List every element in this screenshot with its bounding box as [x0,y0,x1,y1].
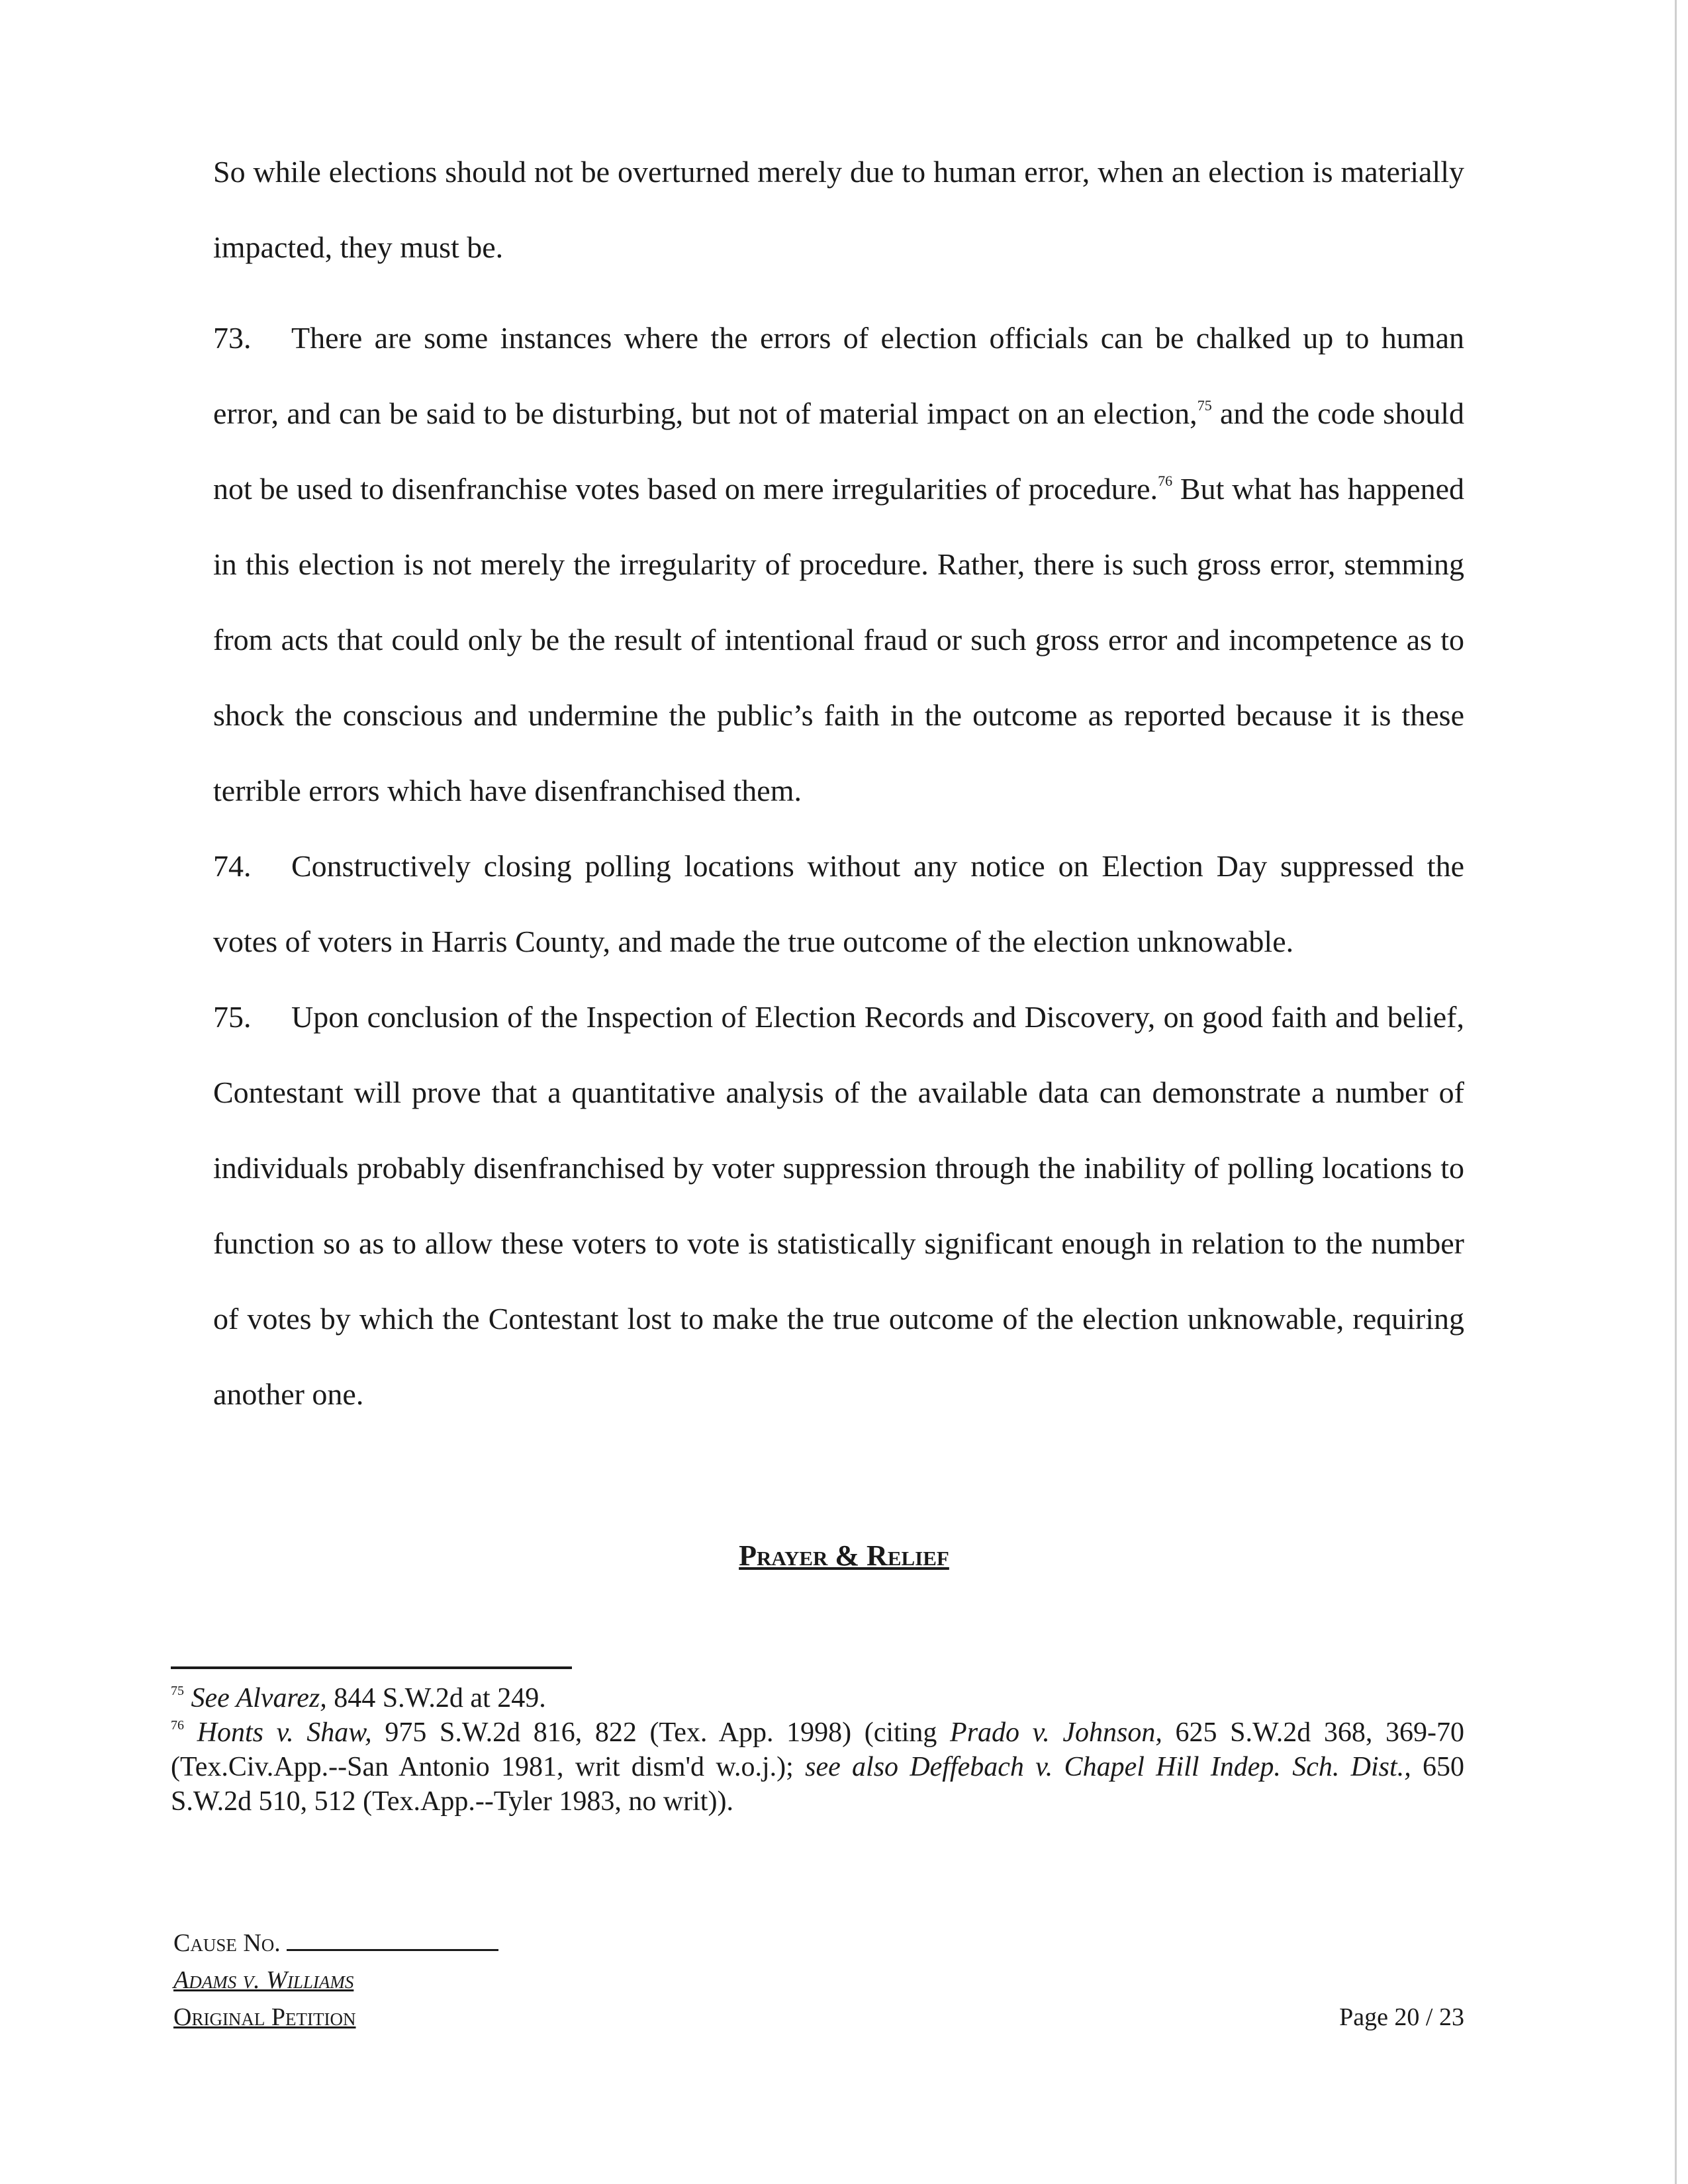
citation-text: 844 S.W.2d at 249. [326,1683,546,1713]
scan-edge [1675,0,1677,2184]
paragraph-text: Constructively closing polling locations without any notice on Election Day suppressed the votes of voters in Harris County, and made the true outcome of the election unknowable. [213,849,1464,958]
citation-italic: See Alvarez, [191,1683,327,1713]
footnotes [171,1681,1464,1819]
paragraph-text-part2: and the code should not be used to disenfranchise votes based on mere irregularities of procedure. [213,396,1464,506]
footnote-number: 76 [171,1718,184,1733]
footnote-number: 75 [171,1684,184,1698]
citation-italic: Prado v. Johnson, [950,1717,1162,1748]
citation-text: 975 S.W.2d 816, 822 (Tex. App. 1998) (citing [371,1717,951,1748]
cause-number-line [173,1925,1464,1962]
paragraph-74 [213,829,1464,979]
paragraph-number: 73. [213,321,252,355]
footnote-76 [171,1715,1464,1819]
citation-italic: Honts v. Shaw, [197,1717,372,1748]
footnote-separator [171,1666,572,1669]
citation-text: 650 S.W.2d 510, 512 (Tex.App.--Tyler 1983, no writ)). [171,1752,1465,1817]
case-name [173,1962,1464,1999]
paragraph-75 [213,979,1464,1432]
cause-number-blank [287,1929,498,1951]
paragraph-text-part3: But what has happened in this election is not merely the irregularity of procedure. Rather, there is such gross error, stemming from acts that could only be the result of intentional fraud or such gross error and incompetence as to shock the conscious and undermine the public’s faith in the outcome as reported because it is these terrible errors which have disenfranchised them. [213,472,1465,807]
citation-italic: see also Deffebach v. Chapel Hill Indep. Sch. Dist., [805,1752,1411,1782]
paragraph-text-part1: There are some instances where the errors of election officials can be chalked up to human error, and can be said to be disturbing, but not of material impact on an election, [213,321,1464,430]
footnote-ref-75: 75 [1197,397,1212,414]
cause-label: Cause No. [173,1929,281,1957]
footnote-75 [171,1681,1464,1715]
case-name-text: Adams v. Williams [173,1966,354,1994]
citation-text: 625 S.W.2d 368, 369-70 (Tex.Civ.App.--San Antonio 1981, writ dism'd w.o.j.); [171,1717,1465,1782]
paragraph-73 [213,300,1464,829]
page-number: Page 20 / 23 [1339,2003,1464,2031]
opening-paragraph: So while elections should not be overturned merely due to human error, when an election is materially impacted, they must be. [213,155,1464,264]
paragraph-text: Upon conclusion of the Inspection of Election Records and Discovery, on good faith and belief, Contestant will prove that a quantitative analysis of the available data can demonstrate a number of individuals probably disenfranchised by voter suppression through the inability of polling locations to function so as to allow these voters to vote is statistically significant enough in relation to the number of votes by which the Contestant lost to make the true outcome of the election unknowable, requiring another one. [213,1000,1464,1411]
page-footer [173,1925,1464,2036]
footnote-ref-76: 76 [1158,473,1173,489]
paragraph-number: 75. [213,1000,252,1034]
document-title-text: Original Petition [173,2003,356,2031]
section-heading: Prayer & Relief [739,1539,949,1572]
paragraph-number: 74. [213,849,252,883]
document-title [173,1999,1464,2036]
